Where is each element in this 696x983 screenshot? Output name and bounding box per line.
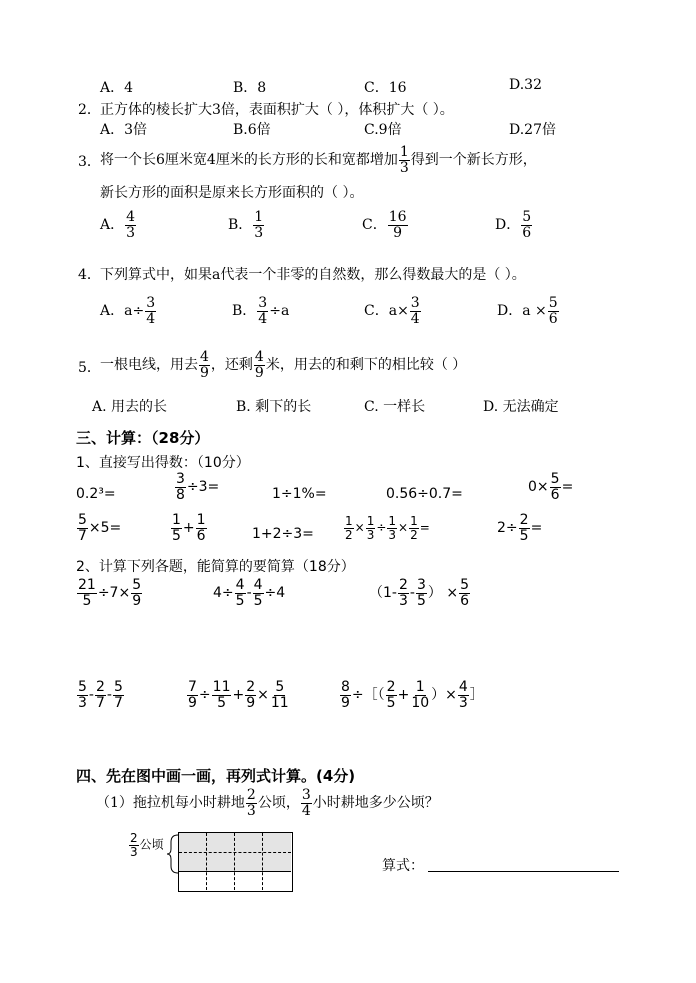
r2-e4-f1-den: 2 [345,527,353,542]
r1-e2-num: 3 [176,471,185,487]
sec4-q-pre: （1）拖拉机每小时耕地 [96,795,245,812]
q4-text: 下列算式中，如果a代表一个非零的自然数，那么得数最大的是（ ）。 [100,267,526,283]
q3-text-before: 将一个长6厘米宽4厘米的长方形的长和宽都增加 [100,152,398,168]
c2-e2-f3-den: 9 [246,694,256,711]
q4-c-den: 4 [410,310,420,327]
c2-e1-op1: - [88,687,94,704]
q4-b-num: 3 [258,295,268,311]
q3-option-d [495,210,533,240]
sec4-q-f1-den: 3 [246,802,256,819]
diagram-frac-den: 3 [130,844,138,859]
sec4-q-mid: 公顷， [257,795,300,812]
diagram-divider [179,852,291,853]
q4-option-b [232,296,289,326]
sec4-q-post: 小时耕地多少公顷？ [312,795,439,812]
c1-e1-f1-num: 21 [78,577,96,593]
c1-e3-f2-den: 5 [416,592,426,609]
r1-e5-den: 6 [550,486,560,503]
q5-text-3: 米，用去的和剩下的相比较（ ） [265,357,467,373]
q3-d-num: 5 [522,209,532,225]
r2-e1-den: 7 [78,527,87,544]
c2-e3-f2-den: 5 [386,694,396,711]
formula-label: 算式： [382,858,424,874]
q5-text-1: 一根电线，用去 [100,357,198,373]
section-4-title: 四、先在图中画一画，再列式计算。(4分) [76,767,356,785]
q3-option-a [100,210,137,240]
diagram-divider [206,833,207,890]
q5-option-c: C. 一样长 [364,399,426,415]
sec4-question [96,788,439,818]
calc-c2-e1 [76,680,125,710]
c1-e3-f3-den: 6 [460,592,469,609]
c1-e2-post: ÷4 [264,585,286,602]
c1-e2-f1-num: 4 [235,577,245,593]
c1-e2-f2-num: 4 [253,577,263,593]
calc-r2-e2 [170,513,208,543]
c1-e3-f1-den: 3 [398,592,408,609]
r2-e5-den: 5 [519,527,529,544]
c1-e3-op: - [409,585,415,602]
r2-e4-f4-num: 1 [410,514,418,528]
q5-f1-den: 9 [200,364,209,381]
q3-line2: 新长方形的面积是原来长方形面积的（ ）。 [100,185,364,201]
q4-option-c [364,296,422,326]
r2-e4-op3: × [398,520,409,535]
q3-c-den: 9 [393,224,403,241]
c2-e3-f4-num: 4 [458,679,468,695]
c2-e3-op2: + [397,687,410,704]
q4-a-num: 3 [146,295,156,311]
r2-e4-op1: × [354,520,365,535]
c2-e2-f4-num: 5 [275,679,285,695]
diagram-divider [234,833,235,890]
q5-f2-num: 4 [254,348,264,365]
c2-e1-f2-den: 7 [95,694,105,711]
calc-c1-e1 [76,578,143,608]
r2-e5-post: = [530,520,543,537]
r2-e4-f4-den: 2 [410,527,418,542]
calc-c2-e2 [186,680,291,710]
calc-r2-e1 [76,513,121,543]
c1-e2-f1-den: 5 [235,592,245,609]
q4-d-pre: a × [522,303,547,320]
q3-a-num: 4 [126,209,136,225]
c1-e2-f2-den: 5 [253,592,263,609]
c1-e1-f2-num: 5 [132,577,142,593]
c2-e2-f2-den: 5 [217,694,227,711]
q4-a-pre: a÷ [124,303,145,320]
c1-e3-mid: ） × [427,585,459,602]
q2-option-c: C.9倍 [364,122,402,138]
c1-e1-f1-den: 5 [82,592,92,609]
q4-a-label: A． [100,303,125,320]
calc-r2-e4 [343,515,430,541]
c1-e2-pre: 4÷ [213,585,234,602]
q4-number: 4． [78,267,101,283]
q4-option-d [497,296,560,326]
c2-e2-op1: ÷ [198,687,211,704]
r2-e4-f2-num: 1 [366,514,375,528]
section-3-subtitle-2: 2、计算下列各题，能简算的要简算（18分） [76,559,355,575]
c2-e2-f2-num: 11 [212,679,231,695]
r2-e4-f3-num: 1 [388,514,397,528]
q3-text [100,141,537,179]
c2-e3-f1-num: 8 [341,679,350,695]
c1-e1-f2-den: 9 [132,592,142,609]
calc-r1-e2 [174,472,219,502]
r1-e5-post: = [561,479,574,496]
c2-e3-post: ］ [469,687,484,704]
q5-option-b: B. 剩下的长 [236,399,312,415]
c2-e3-f1-den: 9 [341,694,350,711]
q5-f2-den: 9 [254,364,264,381]
c2-e1-op2: - [106,687,112,704]
q3-option-b [228,210,265,240]
c2-e1-f1-num: 5 [78,679,87,695]
q5-option-d: D. 无法确定 [483,399,559,415]
diagram-divider [262,833,263,890]
diagram-divider [179,871,291,872]
r2-e5-num: 2 [519,512,529,528]
r2-e2-op: + [182,520,195,537]
c1-e1-op1: ÷7× [97,585,131,602]
r2-e2-f2-den: 6 [196,527,206,544]
q5-text [100,345,466,385]
r2-e1-post: ×5= [88,520,122,537]
diagram-label [128,832,164,858]
formula-answer-line[interactable] [428,871,619,872]
c2-e3-f2-num: 2 [386,679,396,695]
calc-r2-e5 [497,513,542,543]
calc-c1-e2 [213,578,285,608]
q3-option-c [362,210,409,240]
c1-e3-f1-num: 2 [398,577,408,593]
q4-c-pre: a× [388,303,409,320]
r2-e4-op2: ÷ [376,520,387,535]
q2-option-a: A．3倍 [100,122,148,138]
q4-c-label: C． [364,303,389,320]
r1-e2-post: ÷3= [186,479,220,496]
q3-a-den: 3 [126,224,136,241]
q3-b-den: 3 [254,224,264,241]
r2-e4-f3-den: 3 [388,527,397,542]
calc-r1-e4: 0.56÷0.7= [386,486,463,502]
sec4-q-f1-num: 2 [246,787,256,803]
q5-number: 5． [78,360,101,376]
q4-d-num: 5 [548,295,558,311]
q3-frac-num: 1 [399,143,409,160]
c2-e2-f1-num: 7 [188,679,197,695]
r2-e4-f2-den: 3 [366,527,375,542]
calc-r1-e5 [528,472,573,502]
c2-e2-op3: × [257,687,269,704]
q5-f1-num: 4 [200,348,209,365]
c2-e1-f3-den: 7 [113,694,123,711]
q5-text-2: ，还剩 [210,357,253,373]
q1-option-c: C．16 [364,80,407,96]
q2-number: 2． [78,102,101,118]
q1-option-d: D.32 [509,77,542,93]
q4-a-den: 4 [146,310,156,327]
sec4-q-f2-den: 4 [301,802,311,819]
q3-d-den: 6 [522,224,532,241]
section-3-title: 三、计算：（28分） [76,429,210,447]
q4-b-label: B． [232,303,257,320]
c2-e2-op2: + [232,687,245,704]
c1-e3-f3-num: 5 [460,577,469,593]
section-3-subtitle-1: 1、直接写出得数：（10分） [76,455,250,471]
q3-d-label: D． [495,217,521,234]
c2-e1-f3-num: 5 [113,679,123,695]
calc-c2-e3 [339,680,484,710]
diagram-unit: 公顷 [139,837,164,852]
q4-option-a [100,296,157,326]
c1-e3-pre: （1- [369,585,397,602]
sec4-q-f2-num: 3 [301,787,311,803]
calc-r1-e1: 0.2³= [76,486,116,502]
c2-e2-f3-num: 2 [246,679,256,695]
r1-e5-num: 5 [550,471,560,487]
c2-e1-f1-den: 3 [78,694,87,711]
q4-d-label: D． [497,303,523,320]
q2-text: 正方体的棱长扩大3倍，表面积扩大（ ），体积扩大（ ）。 [100,102,454,118]
q2-option-b: B.6倍 [233,122,271,138]
q3-number: 3． [78,154,101,170]
c1-e3-f2-num: 3 [416,577,426,593]
q3-c-num: 16 [388,209,407,225]
c2-e2-f1-den: 9 [188,694,197,711]
c2-e3-f3-num: 1 [415,679,425,695]
q5-option-a: A. 用去的长 [92,399,168,415]
c1-e2-op: - [246,585,252,602]
q3-c-label: C． [362,217,387,234]
r2-e5-pre: 2÷ [497,520,518,537]
q3-text-after: 得到一个新长方形， [410,152,537,168]
c2-e3-op3: ）× [431,687,457,704]
q4-c-num: 3 [410,295,420,311]
calc-r2-e3: 1+2÷3= [252,526,314,542]
c2-e3-op1: ÷［（ [351,687,385,704]
r2-e4-post: = [419,520,430,535]
r2-e2-f1-den: 5 [172,527,181,544]
q4-b-den: 4 [258,310,268,327]
diagram-frac-num: 2 [130,831,138,845]
c2-e1-f2-num: 2 [95,679,105,695]
r1-e2-den: 8 [176,486,185,503]
q3-fraction [399,145,410,175]
q3-a-label: A． [100,217,125,234]
q3-b-num: 1 [254,209,264,225]
r2-e4-f1-num: 1 [345,514,353,528]
c2-e3-f4-den: 3 [458,694,468,711]
q3-b-label: B． [228,217,253,234]
q4-b-post: ÷a [269,303,290,320]
c2-e2-f4-den: 11 [270,694,289,711]
q1-option-a: A．4 [100,80,134,96]
r2-e2-f2-num: 1 [196,512,206,528]
r2-e1-num: 5 [78,512,87,528]
q2-option-d: D.27倍 [509,122,556,138]
q1-option-b: B．8 [233,80,267,96]
calc-r1-e3: 1÷1%= [272,486,327,502]
calc-c1-e3 [369,578,471,608]
c2-e3-f3-den: 10 [411,694,430,711]
q3-frac-den: 3 [399,159,409,176]
r1-e5-pre: 0× [528,479,549,496]
r2-e2-f1-num: 1 [172,512,181,528]
q4-d-den: 6 [548,310,558,327]
